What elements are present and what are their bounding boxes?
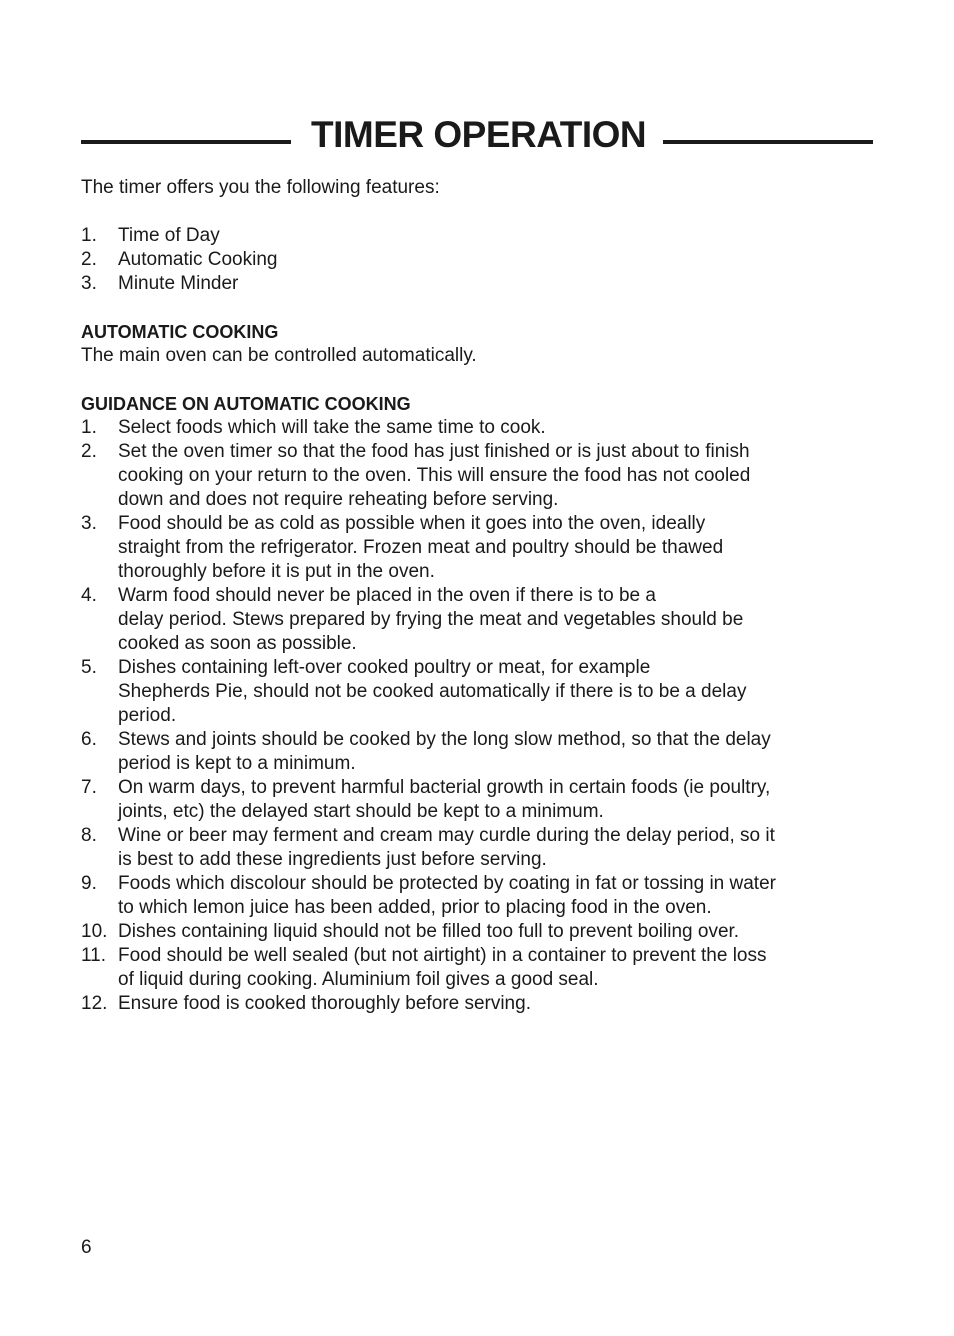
guidance-item-text-line: thoroughly before it is put in the oven. (118, 561, 435, 582)
guidance-item-text-line: straight from the refrigerator. Frozen meat and poultry should be thawed (118, 537, 724, 558)
guidance-item-text-line: of liquid during cooking. Aluminium foil gives a good seal. (118, 969, 599, 990)
guidance-item-number: 6. (81, 729, 97, 750)
guidance-item-number: 7. (81, 777, 97, 798)
guidance-item-text-line: Food should be as cold as possible when it goes into the oven, ideally (118, 513, 706, 534)
feature-item (81, 272, 873, 296)
guidance-item (81, 872, 841, 920)
guidance-item-number: 10. (81, 921, 108, 942)
guidance-item-number: 4. (81, 585, 97, 606)
guidance-heading: GUIDANCE ON AUTOMATIC COOKING (81, 394, 411, 414)
guidance-item (81, 728, 841, 776)
guidance-item-text-line: Select foods which will take the same time to cook. (118, 417, 546, 438)
features-list (81, 224, 873, 296)
guidance-item-text-line: Wine or beer may ferment and cream may curdle during the delay period, so it (118, 825, 775, 846)
guidance-item-text-line: Food should be well sealed (but not airtight) in a container to prevent the loss (118, 945, 767, 966)
guidance-item-text-line: is best to add these ingredients just before serving. (118, 849, 547, 870)
title-rule-left (81, 140, 291, 144)
guidance-item-number: 3. (81, 513, 97, 534)
guidance-item-text-line: cooked as soon as possible. (118, 633, 357, 654)
guidance-item (81, 440, 841, 512)
guidance-item-number: 9. (81, 873, 97, 894)
guidance-item-text-line: Dishes containing left-over cooked poultry or meat, for example (118, 657, 651, 678)
guidance-item (81, 944, 841, 992)
guidance-item-text-line: period. (118, 705, 177, 726)
document-page (81, 0, 873, 1336)
guidance-item-number: 5. (81, 657, 97, 678)
guidance-item-text-line: Foods which discolour should be protected by coating in fat or tossing in water (118, 873, 776, 894)
guidance-item-number: 11. (81, 945, 107, 966)
guidance-item-number: 1. (81, 417, 97, 438)
guidance-item-text-line: On warm days, to prevent harmful bacterial growth in certain foods (ie poultry, (118, 777, 771, 798)
feature-text: Time of Day (118, 225, 220, 246)
automatic-cooking-text: The main oven can be controlled automatically. (81, 345, 477, 366)
feature-number: 3. (81, 273, 97, 294)
guidance-item-text-line: joints, etc) the delayed start should be kept to a minimum. (118, 801, 604, 822)
title-rule-right (663, 140, 873, 144)
feature-item (81, 224, 873, 248)
guidance-item-text-line: period is kept to a minimum. (118, 753, 356, 774)
guidance-item-text-line: Shepherds Pie, should not be cooked automatically if there is to be a delay (118, 681, 747, 702)
guidance-item-text-line: Set the oven timer so that the food has just finished or is just about to finish (118, 441, 750, 462)
guidance-item (81, 776, 841, 824)
guidance-item (81, 920, 841, 944)
guidance-item-text-line: down and does not require reheating before serving. (118, 489, 559, 510)
feature-item (81, 248, 873, 272)
guidance-item (81, 512, 841, 584)
automatic-cooking-heading: AUTOMATIC COOKING (81, 322, 279, 342)
page-title: TIMER OPERATION (311, 114, 647, 155)
guidance-list (81, 416, 841, 1016)
guidance-item (81, 824, 841, 872)
guidance-item (81, 656, 841, 728)
guidance-item-text-line: Warm food should never be placed in the oven if there is to be a (118, 585, 656, 606)
guidance-item-number: 8. (81, 825, 97, 846)
guidance-item-text-line: cooking on your return to the oven. This will ensure the food has not cooled (118, 465, 751, 486)
guidance-item-text-line: Dishes containing liquid should not be filled too full to prevent boiling over. (118, 921, 740, 942)
guidance-item (81, 584, 841, 656)
guidance-item-text-line: Ensure food is cooked thoroughly before serving. (118, 993, 531, 1014)
guidance-item-text-line: delay period. Stews prepared by frying the meat and vegetables should be (118, 609, 744, 630)
guidance-item (81, 416, 841, 440)
page-number: 6 (81, 1237, 92, 1258)
guidance-item-text-line: Stews and joints should be cooked by the long slow method, so that the delay (118, 729, 771, 750)
guidance-item (81, 992, 841, 1016)
intro-text: The timer offers you the following features: (81, 177, 440, 198)
feature-number: 2. (81, 249, 97, 270)
title-row (81, 112, 873, 160)
feature-text: Automatic Cooking (118, 249, 278, 270)
guidance-item-number: 12. (81, 993, 108, 1014)
guidance-item-text-line: to which lemon juice has been added, prior to placing food in the oven. (118, 897, 712, 918)
feature-text: Minute Minder (118, 273, 239, 294)
feature-number: 1. (81, 225, 97, 246)
guidance-item-number: 2. (81, 441, 97, 462)
